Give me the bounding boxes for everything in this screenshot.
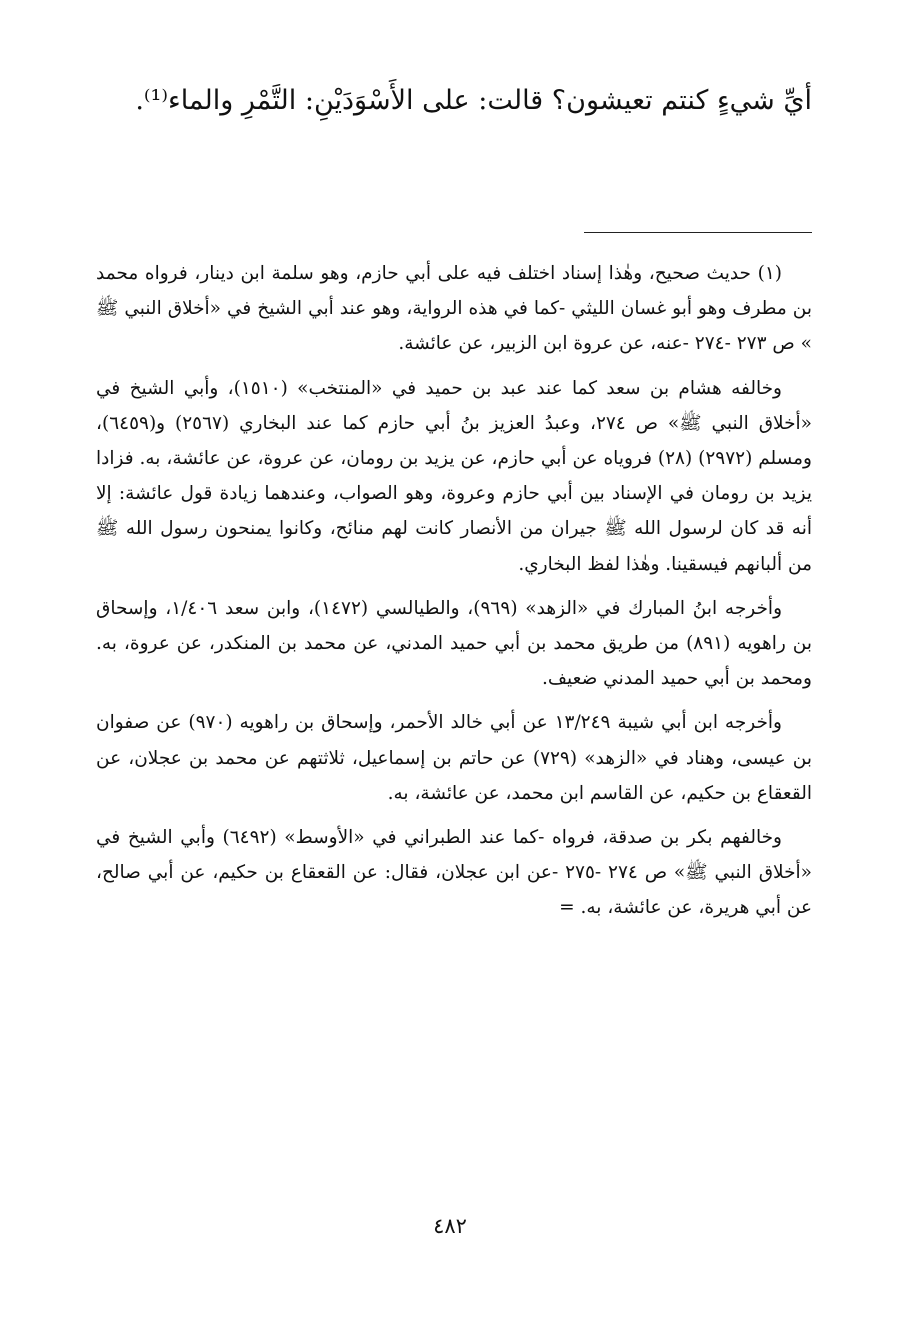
footnote-paragraph-1: (١) حديث صحيح، وهٰذا إسناد اختلف فيه على أبي حازم، وهو سلمة ابن دينار، فرواه محمد بن مطرف وهو أبو غسان الليثي -كما في هذه الرواية، وهو عند أبي الشيخ في «أخلاق النبي ﷺ » ص ٢٧٣ -٢٧٤ -عنه، عن عروة ابن الزبير، عن عائشة. bbox=[96, 263, 812, 355]
footnotes-section bbox=[96, 256, 812, 935]
main-text-line: أيِّ شيءٍ كنتم تعيشون؟ قالت: على الأَسْوَدَيْنِ: التَّمْرِ والماء⁽¹⁾. bbox=[135, 85, 812, 116]
footnote-paragraph-4: وأخرجه ابن أبي شيبة ١٣/٢٤٩ عن أبي خالد الأحمر، وإسحاق بن راهويه (٩٧٠) عن صفوان بن عيسى، وهناد في «الزهد» (٧٢٩) عن حاتم بن إسماعيل، ثلاثتهم عن محمد بن عجلان، عن القعقاع بن حكيم، عن القاسم ابن محمد، عن عائشة، به. bbox=[96, 712, 812, 804]
footnote-paragraph-3: وأخرجه ابنُ المبارك في «الزهد» (٩٦٩)، والطيالسي (١٤٧٢)، وابن سعد ١/٤٠٦، وإسحاق بن راهويه (٨٩١) من طريق محمد بن أبي حميد المدني، عن محمد بن المنكدر، عن عروة، به. ومحمد بن أبي حميد المدني ضعيف. bbox=[96, 597, 812, 690]
footnote-separator bbox=[584, 232, 812, 233]
page-number: ٤٨٢ bbox=[433, 1214, 467, 1238]
footnote-paragraph-5: وخالفهم بكر بن صدقة، فرواه -كما عند الطبراني في «الأوسط» (٦٤٩٢) وأبي الشيخ في «أخلاق النبي ﷺ» ص ٢٧٤ -٢٧٥ -عن ابن عجلان، فقال: عن القعقاع بن حكيم، عن أبي صالح، عن أبي هريرة، عن عائشة، به. = bbox=[96, 827, 812, 919]
footnote-paragraph-2: وخالفه هشام بن سعد كما عند عبد بن حميد في «المنتخب» (١٥١٠)، وأبي الشيخ في «أخلاق النبي ﷺ» ص ٢٧٤، وعبدُ العزيز بنُ أبي حازم كما عند البخاري (٢٥٦٧) و(٦٤٥٩)، ومسلم (٢٩٧٢) (٢٨) فروياه عن أبي حازم، عن يزيد بن رومان، عن عروة، عن عائشة، به. فزادا يزيد بن رومان في الإسناد بين أبي حازم وعروة، وهو الصواب، وعندهما زيادة قول عائشة: إلا أنه قد كان لرسول الله ﷺ جيران من الأنصار كانت لهم منائح، وكانوا يمنحون رسول الله ﷺ من ألبانهم فيسقينا. وهٰذا لفظ البخاري. bbox=[96, 377, 812, 575]
